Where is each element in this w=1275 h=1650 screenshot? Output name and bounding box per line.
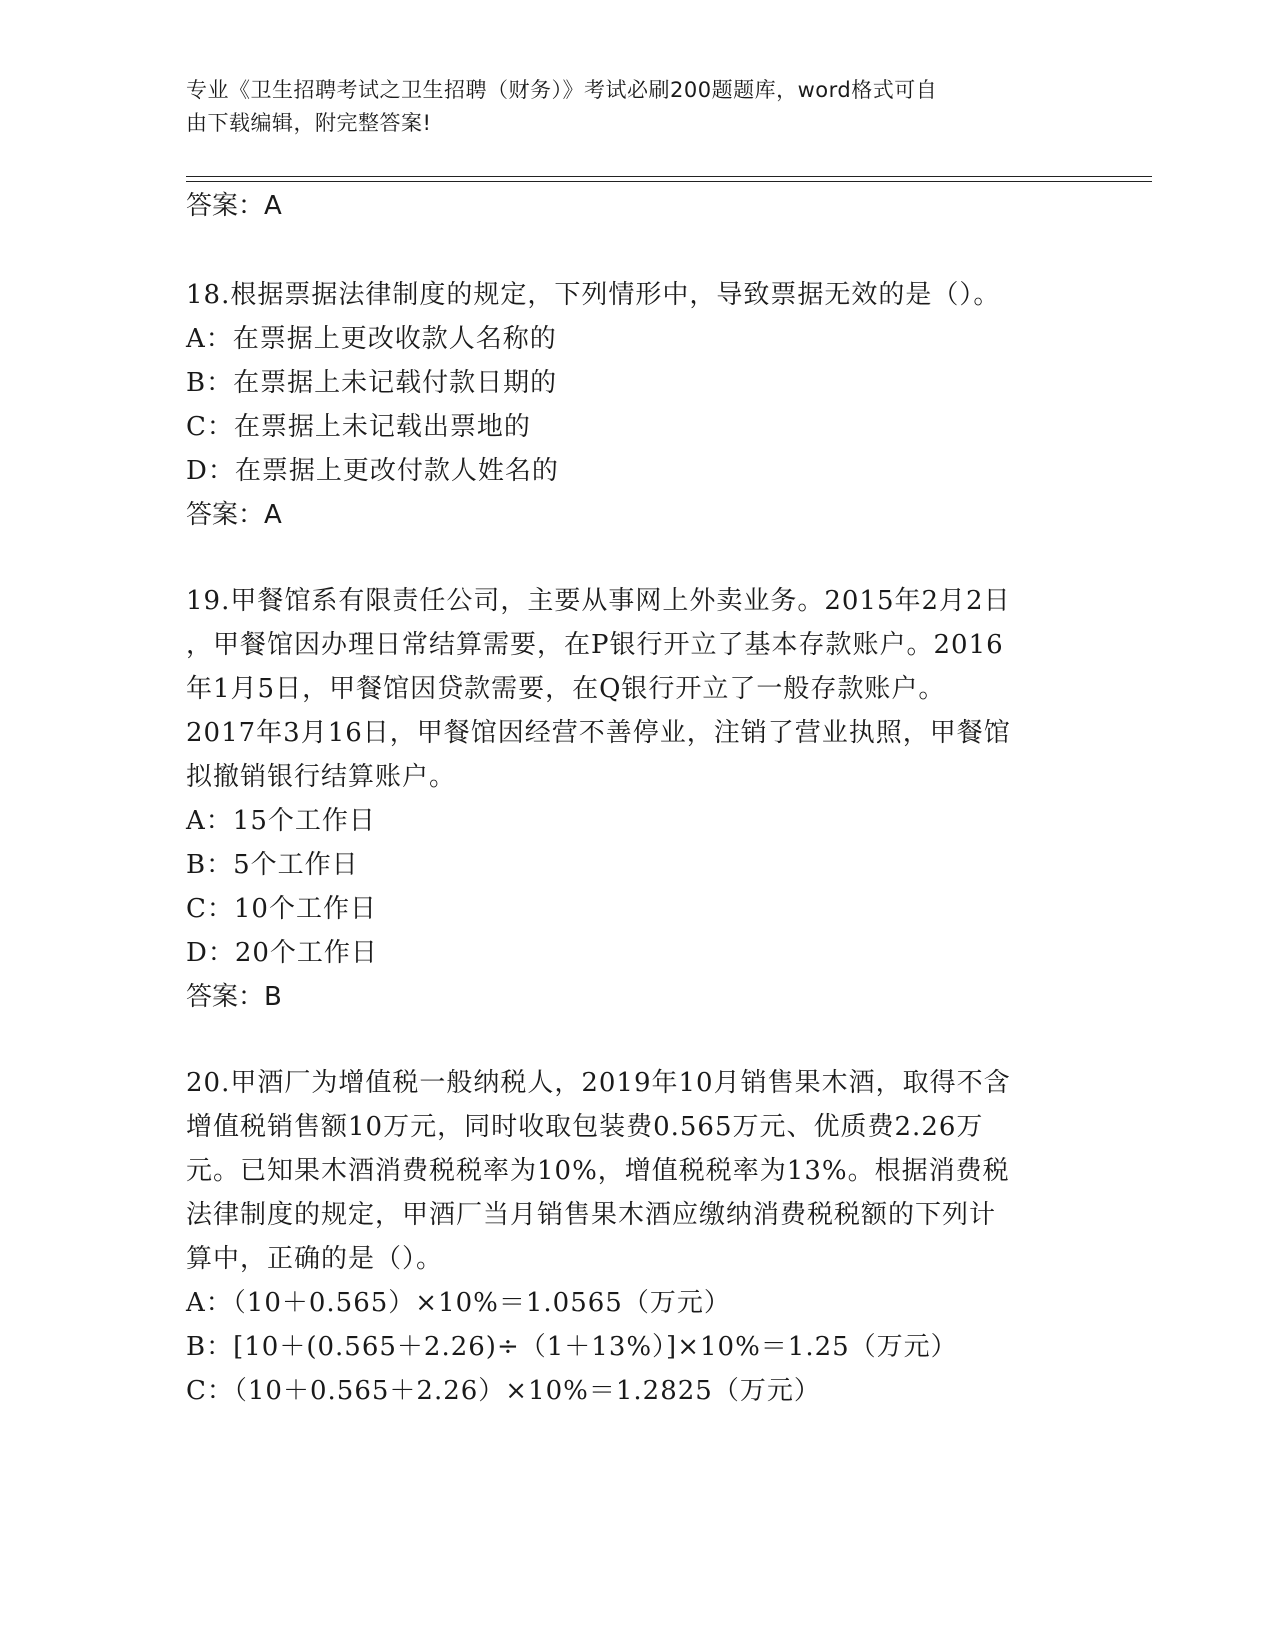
question-19-stem-line-4: 2017年3月16日，甲餐馆因经营不善停业，注销了营业执照，甲餐馆 <box>186 718 1011 748</box>
question-18-stem: 18.根据票据法律制度的规定，下列情形中，导致票据无效的是（）。 <box>186 280 1001 310</box>
question-20-option-b: B：[10＋(0.565＋2.26)÷（1＋13%）]×10%＝1.25（万元） <box>186 1332 958 1362</box>
question-19-stem-line-1: 19.甲餐馆系有限责任公司，主要从事网上外卖业务。2015年2月2日 <box>186 586 1011 616</box>
question-18-option-d: D：在票据上更改付款人姓名的 <box>186 456 559 486</box>
question-20-stem-line-1: 20.甲酒厂为增值税一般纳税人，2019年10月销售果木酒，取得不含 <box>186 1068 1011 1098</box>
question-19-option-a: A：15个工作日 <box>186 806 376 836</box>
header-divider-secondary <box>186 181 1152 182</box>
question-20-option-a: A：（10＋0.565）×10%＝1.0565（万元） <box>186 1288 731 1318</box>
question-18-answer: 答案：A <box>186 500 282 530</box>
question-19-stem-line-2: ，甲餐馆因办理日常结算需要，在P银行开立了基本存款账户。2016 <box>186 630 1004 660</box>
question-19-option-b: B：5个工作日 <box>186 850 359 880</box>
question-19-stem-line-3: 年1月5日，甲餐馆因贷款需要，在Q银行开立了一般存款账户。 <box>186 674 946 704</box>
question-18-option-c: C：在票据上未记载出票地的 <box>186 412 531 442</box>
question-18-option-b: B：在票据上未记载付款日期的 <box>186 368 558 398</box>
header-divider <box>186 176 1152 177</box>
question-19-option-c: C：10个工作日 <box>186 894 377 924</box>
header-line-1: 专业《卫生招聘考试之卫生招聘（财务）》考试必刷200题题库，word格式可自 <box>186 78 938 102</box>
question-20-stem-line-3: 元。已知果木酒消费税税率为10%，增值税税率为13%。根据消费税 <box>186 1156 1010 1186</box>
question-20-stem-line-5: 算中，正确的是（）。 <box>186 1244 444 1274</box>
question-18-option-a: A：在票据上更改收款人名称的 <box>186 324 557 354</box>
page-header <box>186 74 1086 140</box>
question-20-option-c: C：（10＋0.565＋2.26）×10%＝1.2825（万元） <box>186 1376 821 1406</box>
question-20-stem-line-4: 法律制度的规定，甲酒厂当月销售果木酒应缴纳消费税税额的下列计 <box>186 1200 997 1230</box>
question-19-answer: 答案：B <box>186 982 282 1012</box>
question-20-stem-line-2: 增值税销售额10万元，同时收取包装费0.565万元、优质费2.26万 <box>186 1112 984 1142</box>
question-19-stem-line-5: 拟撤销银行结算账户。 <box>186 762 457 792</box>
answer-previous: 答案：A <box>186 191 282 221</box>
header-line-2: 由下载编辑，附完整答案! <box>186 111 432 135</box>
question-19-option-d: D：20个工作日 <box>186 938 378 968</box>
